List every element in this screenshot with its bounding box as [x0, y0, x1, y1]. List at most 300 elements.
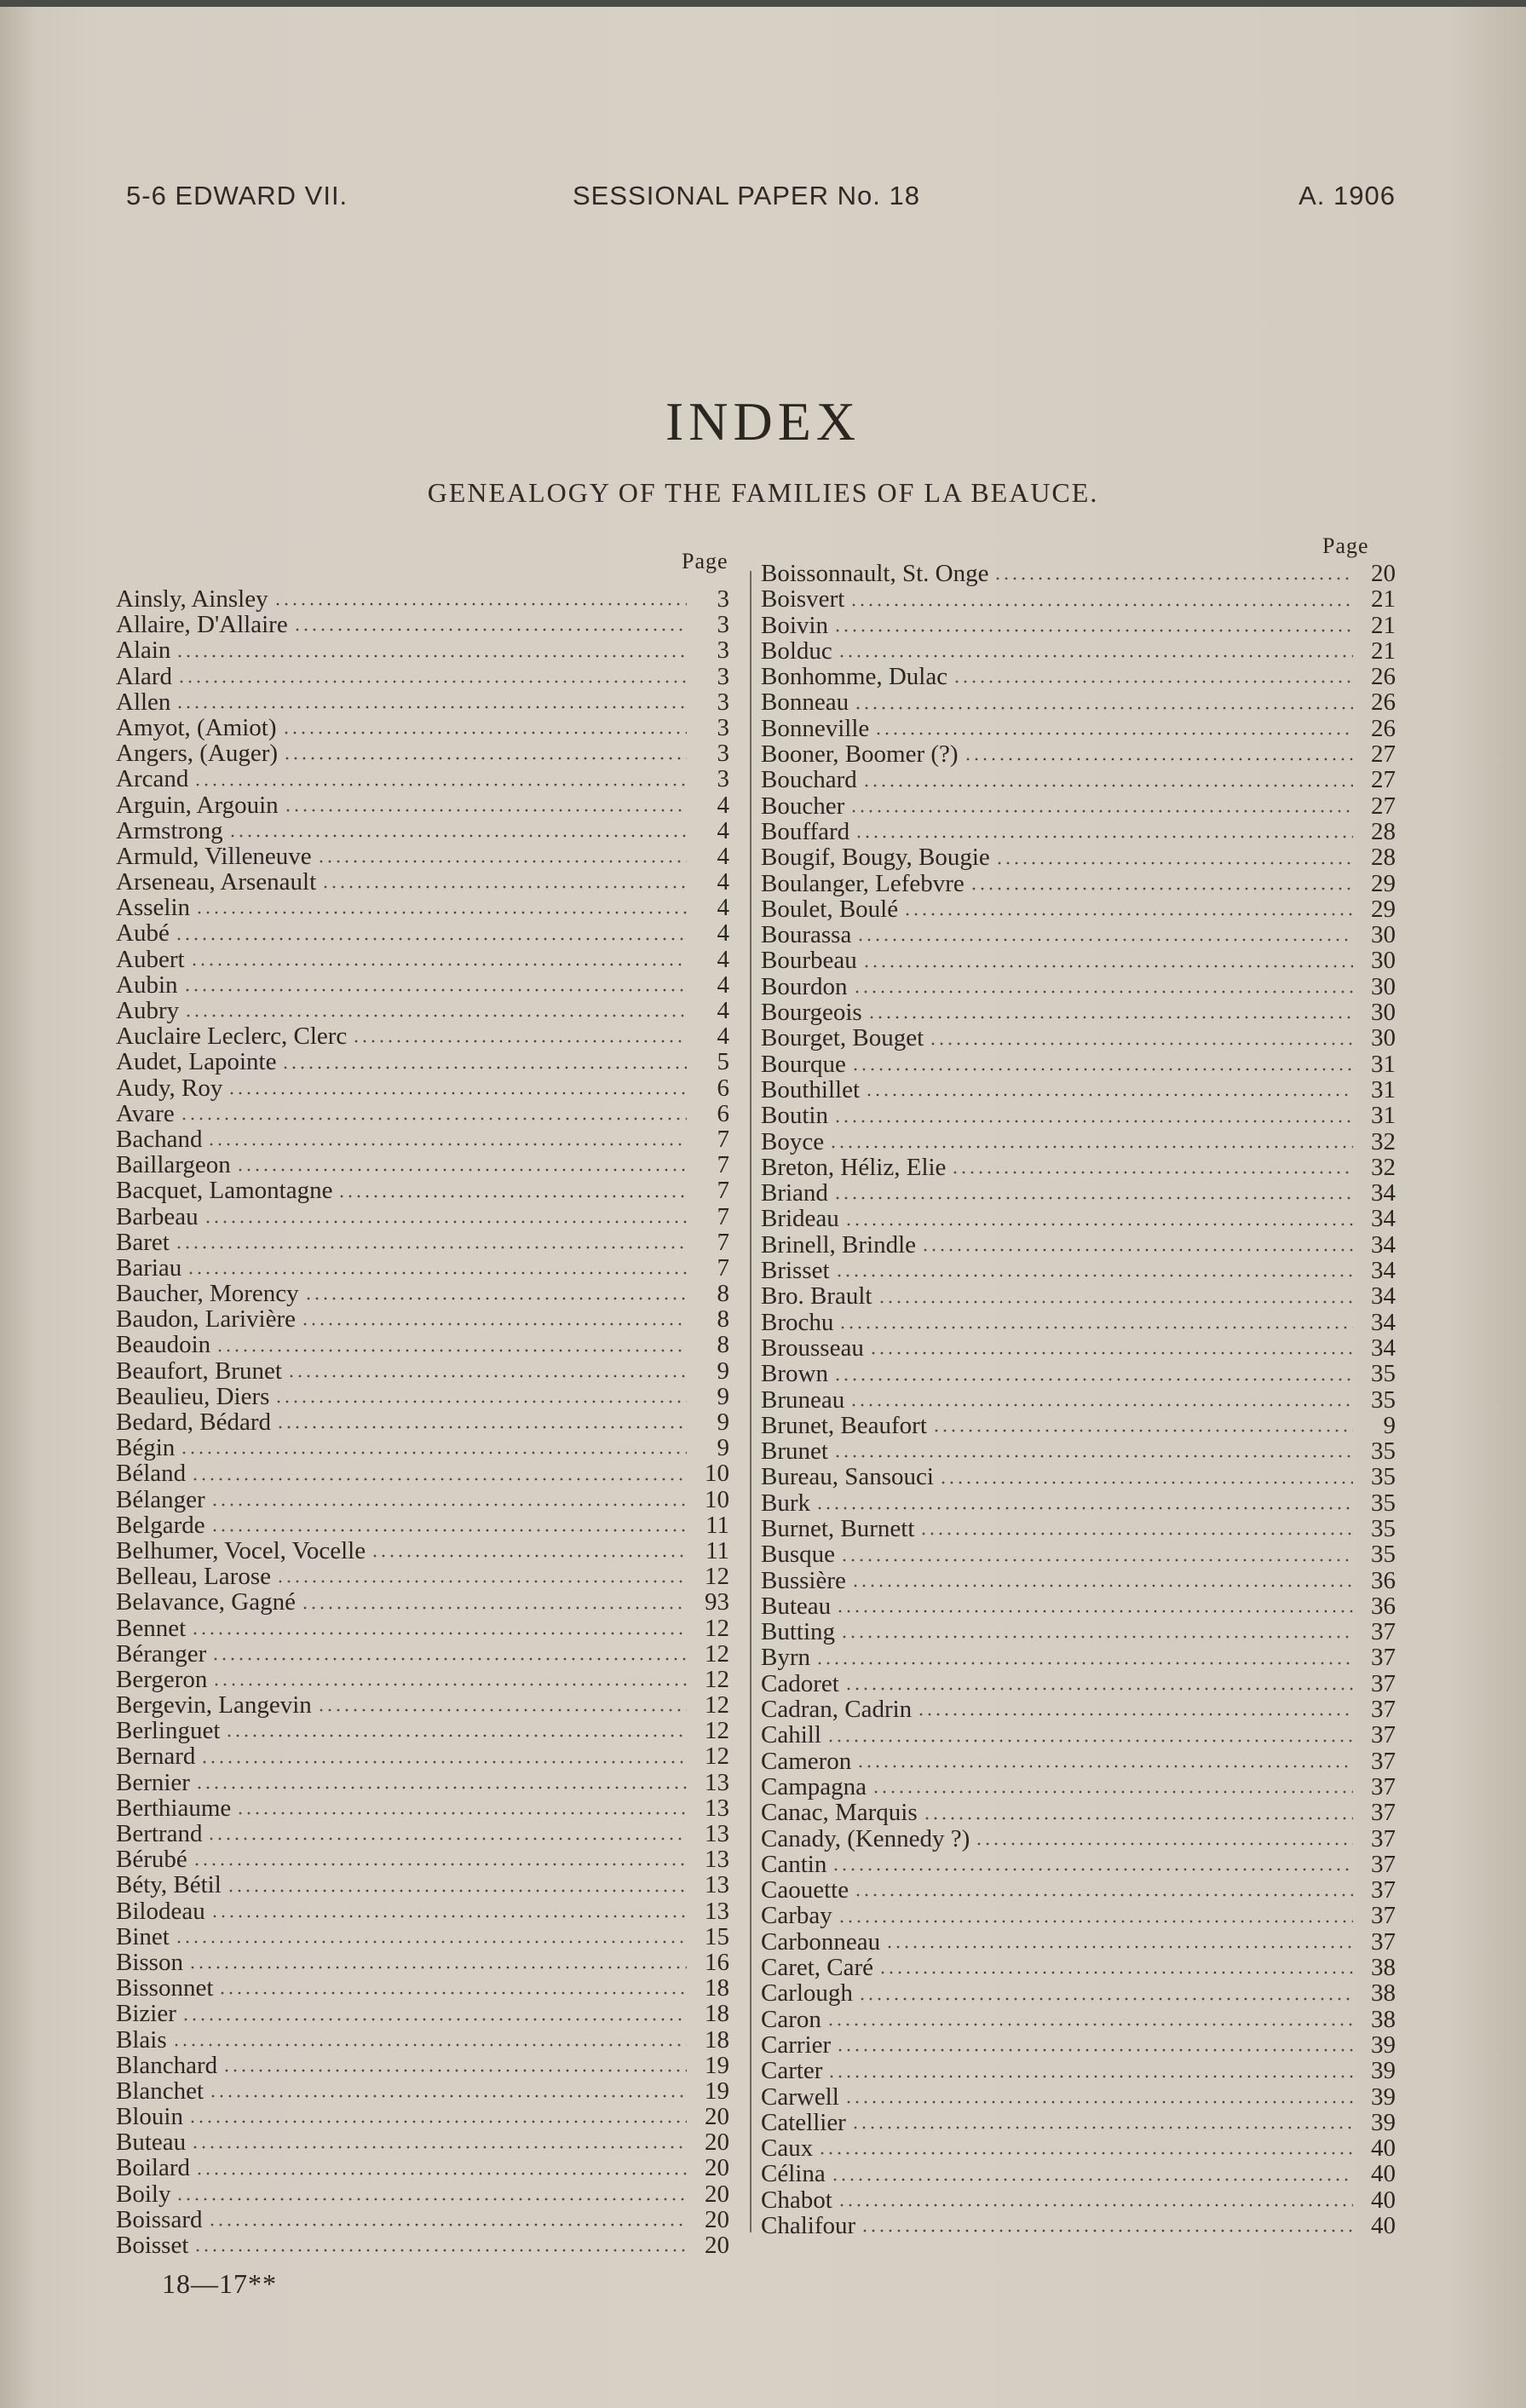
entry-name: Cameron: [761, 1747, 852, 1775]
entry-page-number: 37: [1371, 1799, 1396, 1827]
entry-name: Béty, Bétil: [116, 1871, 222, 1899]
entry-name: Boyce: [761, 1127, 825, 1155]
index-entry: [116, 947, 729, 972]
index-entry: [761, 638, 1396, 664]
entry-name: Berthiaume: [116, 1794, 232, 1822]
index-entry: [761, 2084, 1396, 2110]
entry-page-number: 4: [717, 868, 729, 896]
entry-name: Belgarde: [116, 1511, 205, 1539]
dot-leader: [210, 1529, 687, 1532]
entry-name: Bourdon: [761, 972, 848, 1000]
entry-name: Catellier: [761, 2108, 846, 2136]
entry-page-number: 4: [717, 971, 729, 999]
index-entry: [116, 1692, 729, 1718]
entry-page-number: 3: [717, 585, 729, 613]
entry-name: Brochu: [761, 1308, 834, 1336]
dot-leader: [200, 1760, 687, 1764]
entry-name: Caux: [761, 2134, 814, 2163]
entry-page-number: 35: [1371, 1463, 1396, 1491]
index-left-column: [116, 586, 729, 2258]
entry-name: Bilodeau: [116, 1897, 205, 1925]
dot-leader: [208, 2223, 688, 2227]
entry-page-number: 37: [1371, 1644, 1396, 1672]
dot-leader: [176, 706, 687, 709]
entry-page-number: 40: [1371, 2186, 1396, 2214]
entry-page-number: 39: [1371, 2057, 1396, 2085]
index-entry: [761, 1155, 1396, 1180]
entry-name: Auclaire Leclerc, Clerc: [116, 1023, 348, 1051]
index-entry: [116, 1512, 729, 1538]
index-entry: [761, 1232, 1396, 1258]
entry-name: Burk: [761, 1489, 810, 1517]
dot-leader: [995, 861, 1353, 865]
entry-page-number: 20: [705, 2180, 729, 2208]
index-entry: [116, 1178, 729, 1203]
dot-leader: [321, 885, 687, 889]
dot-leader: [236, 1812, 687, 1815]
index-entry: [116, 1409, 729, 1435]
index-entry: [116, 1255, 729, 1281]
index-entry: [116, 664, 729, 689]
dot-leader: [951, 1171, 1353, 1174]
dot-leader: [225, 1734, 687, 1737]
entry-page-number: 7: [717, 1228, 729, 1256]
entry-page-number: 35: [1371, 1489, 1396, 1517]
entry-page-number: 38: [1371, 1954, 1396, 1982]
dot-leader: [835, 1274, 1353, 1277]
entry-page-number: 11: [705, 1511, 729, 1539]
index-entry: [116, 792, 729, 818]
entry-name: Bernier: [116, 1768, 190, 1796]
dot-leader: [175, 1246, 687, 1249]
index-entry: [761, 1490, 1396, 1516]
entry-page-number: 7: [717, 1177, 729, 1205]
dot-leader: [826, 2023, 1353, 2026]
dot-leader: [849, 1403, 1353, 1407]
entry-page-number: 37: [1371, 1902, 1396, 1930]
entry-page-number: 37: [1371, 1927, 1396, 1956]
index-entry: [116, 740, 729, 766]
entry-page-number: 4: [717, 816, 729, 844]
index-entry: [761, 561, 1396, 586]
entry-name: Boisvert: [761, 585, 845, 614]
index-entry: [116, 818, 729, 844]
entry-page-number: 35: [1371, 1514, 1396, 1542]
entry-page-number: 19: [705, 2077, 729, 2105]
entry-page-number: 13: [705, 1794, 729, 1822]
entry-page-number: 37: [1371, 1618, 1396, 1646]
index-entry: [116, 612, 729, 637]
index-entry: [116, 1049, 729, 1074]
entry-page-number: 3: [717, 713, 729, 741]
entry-name: Bertrand: [116, 1820, 203, 1847]
entry-name: Brunet, Beaufort: [761, 1411, 927, 1439]
entry-name: Arcand: [116, 765, 189, 793]
index-entry: [761, 1335, 1396, 1361]
entry-name: Cantin: [761, 1850, 827, 1878]
index-entry: [761, 2032, 1396, 2058]
index-entry: [116, 1975, 729, 2001]
dot-leader: [975, 1842, 1353, 1846]
entry-name: Cadran, Cadrin: [761, 1696, 913, 1724]
entry-name: Butting: [761, 1618, 836, 1646]
entry-name: Béland: [116, 1460, 187, 1488]
index-entry: [116, 2027, 729, 2053]
dot-leader: [836, 1610, 1353, 1613]
column-divider: [750, 571, 751, 2232]
entry-name: Bro. Brault: [761, 1282, 872, 1311]
entry-page-number: 27: [1371, 740, 1396, 769]
entry-page-number: 36: [1371, 1592, 1396, 1620]
entry-name: Chabot: [761, 2186, 832, 2214]
index-entry: [761, 1541, 1396, 1567]
entry-page-number: 39: [1371, 2083, 1396, 2111]
entry-name: Belhumer, Vocel, Vocelle: [116, 1536, 366, 1564]
entry-page-number: 9: [717, 1434, 729, 1462]
entry-name: Bonneville: [761, 714, 870, 742]
index-entry: [761, 1103, 1396, 1128]
index-entry: [116, 920, 729, 946]
entry-name: Barbeau: [116, 1202, 199, 1230]
dot-leader: [838, 2203, 1353, 2207]
index-entry: [761, 1438, 1396, 1464]
entry-page-number: 37: [1371, 1747, 1396, 1775]
entry-name: Célina: [761, 2160, 826, 2188]
entry-page-number: 12: [705, 1614, 729, 1642]
entry-name: Bureau, Sansouci: [761, 1463, 934, 1491]
index-entry: [761, 819, 1396, 844]
entry-page-number: 30: [1371, 999, 1396, 1027]
entry-page-number: 21: [1371, 585, 1396, 614]
entry-page-number: 34: [1371, 1179, 1396, 1207]
entry-page-number: 12: [705, 1665, 729, 1693]
entry-page-number: 32: [1371, 1127, 1396, 1155]
entry-name: Bonneau: [761, 688, 849, 717]
entry-name: Boulet, Boulé: [761, 895, 899, 923]
entry-page-number: 18: [705, 2000, 729, 2028]
entry-name: Burnet, Burnett: [761, 1514, 915, 1542]
entry-name: Baret: [116, 1228, 170, 1256]
dot-leader: [854, 1893, 1353, 1897]
dot-leader: [874, 732, 1353, 735]
entry-page-number: 37: [1371, 1850, 1396, 1878]
entry-name: Blanchard: [116, 2051, 218, 2079]
index-entry: [116, 1487, 729, 1512]
index-entry: [116, 1846, 729, 1872]
dot-leader: [862, 965, 1353, 968]
entry-page-number: 34: [1371, 1205, 1396, 1233]
entry-name: Bouffard: [761, 817, 850, 845]
index-entry: [116, 2155, 729, 2180]
dot-leader: [818, 2152, 1353, 2155]
entry-name: Caret, Caré: [761, 1954, 874, 1982]
dot-leader: [337, 1195, 687, 1198]
entry-page-number: 30: [1371, 947, 1396, 975]
entry-name: Amyot, (Amiot): [116, 713, 277, 741]
entry-page-number: 9: [717, 1357, 729, 1385]
dot-leader: [227, 1889, 687, 1892]
index-entry: [116, 2104, 729, 2129]
index-entry: [116, 715, 729, 740]
dot-leader: [840, 1635, 1353, 1639]
dot-leader: [832, 1868, 1353, 1871]
index-entry: [116, 1152, 729, 1178]
index-entry: [116, 1281, 729, 1306]
entry-name: Brunet: [761, 1437, 828, 1466]
index-entry: [761, 1748, 1396, 1774]
entry-page-number: 10: [705, 1485, 729, 1513]
dot-leader: [222, 2069, 687, 2072]
entry-page-number: 27: [1371, 766, 1396, 794]
dot-leader: [833, 1455, 1353, 1458]
entry-name: Baillargeon: [116, 1151, 231, 1179]
entry-page-number: 8: [717, 1305, 729, 1334]
entry-name: Boily: [116, 2180, 171, 2208]
entry-name: Boisset: [116, 2232, 189, 2259]
entry-name: Bizier: [116, 2000, 176, 2028]
index-entry: [116, 1795, 729, 1821]
entry-page-number: 3: [717, 662, 729, 690]
entry-name: Aubin: [116, 971, 178, 999]
index-entry: [116, 1384, 729, 1409]
dot-leader: [855, 835, 1353, 838]
entry-name: Carrier: [761, 2031, 832, 2059]
entry-name: Bussière: [761, 1566, 846, 1594]
index-entry: [761, 716, 1396, 741]
entry-page-number: 39: [1371, 2108, 1396, 2136]
dot-leader: [885, 1945, 1353, 1949]
dot-leader: [216, 1349, 687, 1352]
entry-name: Bergeron: [116, 1665, 208, 1693]
entry-page-number: 26: [1371, 663, 1396, 691]
header-regnal-year: 5-6 EDWARD VII.: [126, 181, 348, 210]
entry-name: Aubé: [116, 919, 170, 948]
entry-name: Bariau: [116, 1253, 182, 1282]
dot-leader: [187, 1271, 687, 1275]
entry-page-number: 21: [1371, 611, 1396, 639]
index-entry: [761, 741, 1396, 767]
index-entry: [116, 1667, 729, 1692]
entry-page-number: 21: [1371, 637, 1396, 665]
entry-page-number: 93: [705, 1588, 729, 1616]
index-entry: [761, 2161, 1396, 2186]
entry-name: Carbonneau: [761, 1927, 881, 1956]
entry-page-number: 39: [1371, 2031, 1396, 2059]
entry-page-number: 7: [717, 1151, 729, 1179]
index-entry: [116, 637, 729, 663]
index-entry: [116, 2181, 729, 2207]
dot-leader: [282, 731, 688, 734]
dot-leader: [183, 988, 688, 992]
dot-leader: [207, 1837, 687, 1841]
index-entry: [761, 1903, 1396, 1928]
index-entry: [761, 1671, 1396, 1697]
index-entry: [761, 1852, 1396, 1877]
entry-name: Buteau: [761, 1592, 832, 1620]
index-entry: [761, 1025, 1396, 1051]
page-title: INDEX: [665, 391, 861, 452]
index-entry: [116, 1821, 729, 1846]
entry-page-number: 8: [717, 1331, 729, 1359]
entry-name: Bélanger: [116, 1485, 205, 1513]
entry-page-number: 5: [717, 1048, 729, 1076]
dot-leader: [293, 628, 687, 631]
entry-page-number: 6: [717, 1074, 729, 1102]
dot-leader: [838, 1920, 1353, 1923]
entry-page-number: 3: [717, 740, 729, 768]
index-entry: [116, 1230, 729, 1255]
index-entry: [761, 1955, 1396, 1980]
entry-page-number: 7: [717, 1202, 729, 1230]
entry-name: Bergevin, Langevin: [116, 1691, 312, 1720]
entry-page-number: 37: [1371, 1669, 1396, 1697]
index-entry: [761, 1826, 1396, 1852]
entry-name: Bourgeois: [761, 999, 862, 1027]
index-entry: [761, 1619, 1396, 1645]
entry-page-number: 35: [1371, 1385, 1396, 1414]
entry-page-number: 20: [705, 2129, 729, 2157]
left-page-column-header: Page: [682, 549, 728, 573]
entry-name: Boissonnault, St. Onge: [761, 560, 989, 587]
entry-name: Baudon, Larivière: [116, 1305, 296, 1334]
dot-leader: [867, 1016, 1353, 1019]
entry-page-number: 40: [1371, 2212, 1396, 2239]
dot-leader: [815, 1506, 1353, 1510]
entry-page-number: 18: [705, 2025, 729, 2054]
dot-leader: [228, 834, 687, 838]
dot-leader: [177, 680, 687, 683]
entry-name: Briand: [761, 1179, 828, 1207]
index-entry: [116, 1204, 729, 1230]
entry-name: Baucher, Morency: [116, 1280, 299, 1308]
index-entry: [116, 1718, 729, 1743]
index-entry: [116, 1564, 729, 1589]
index-entry: [761, 1258, 1396, 1283]
entry-page-number: 26: [1371, 688, 1396, 717]
entry-page-number: 37: [1371, 1696, 1396, 1724]
dot-leader: [939, 1481, 1353, 1484]
scan-edge: [0, 0, 1526, 7]
dot-leader: [815, 1662, 1353, 1665]
index-entry: [761, 999, 1396, 1025]
dot-leader: [858, 1997, 1353, 2001]
entry-page-number: 27: [1371, 792, 1396, 820]
dot-leader: [829, 1145, 1353, 1149]
entry-page-number: 16: [705, 1948, 729, 1976]
entry-name: Alain: [116, 637, 171, 665]
entry-page-number: 37: [1371, 1876, 1396, 1904]
dot-leader: [191, 1632, 687, 1635]
index-entry: [761, 1800, 1396, 1825]
dot-leader: [851, 2126, 1353, 2129]
entry-page-number: 11: [705, 1536, 729, 1564]
entry-page-number: 31: [1371, 1102, 1396, 1130]
dot-leader: [190, 963, 687, 966]
entry-page-number: 34: [1371, 1282, 1396, 1311]
entry-name: Bourassa: [761, 921, 852, 949]
index-entry: [116, 2232, 729, 2258]
entry-name: Armstrong: [116, 816, 223, 844]
dot-leader: [212, 1683, 687, 1686]
entry-page-number: 4: [717, 945, 729, 973]
dot-leader: [851, 1068, 1353, 1071]
entry-page-number: 40: [1371, 2160, 1396, 2188]
dot-leader: [301, 1322, 687, 1326]
entry-page-number: 13: [705, 1897, 729, 1925]
dot-leader: [274, 1400, 687, 1403]
entry-name: Caouette: [761, 1876, 849, 1904]
index-entry: [761, 1774, 1396, 1800]
dot-leader: [317, 1708, 687, 1712]
dot-leader: [188, 2120, 687, 2123]
entry-page-number: 30: [1371, 972, 1396, 1000]
dot-leader: [180, 1117, 687, 1120]
entry-page-number: 4: [717, 842, 729, 870]
entry-name: Boutin: [761, 1102, 828, 1130]
dot-leader: [317, 860, 687, 863]
dot-leader: [204, 1220, 687, 1224]
entry-name: Bissonnet: [116, 1974, 214, 2002]
entry-name: Cahill: [761, 1721, 821, 1749]
entry-name: Bouchard: [761, 766, 857, 794]
entry-page-number: 35: [1371, 1360, 1396, 1388]
entry-name: Busque: [761, 1541, 835, 1569]
index-entry: [116, 1101, 729, 1126]
entry-name: Bisson: [116, 1948, 183, 1976]
entry-name: Byrn: [761, 1644, 810, 1672]
entry-name: Bernard: [116, 1743, 196, 1771]
dot-leader: [236, 1168, 687, 1172]
dot-leader: [851, 1584, 1353, 1587]
index-entry: [116, 1589, 729, 1615]
entry-page-number: 28: [1371, 844, 1396, 872]
index-entry: [761, 1516, 1396, 1541]
entry-page-number: 37: [1371, 1772, 1396, 1800]
entry-page-number: 12: [705, 1639, 729, 1668]
dot-leader: [304, 1297, 687, 1300]
dot-leader: [191, 1478, 687, 1481]
index-entry: [761, 974, 1396, 999]
index-entry: [761, 1413, 1396, 1438]
entry-name: Beaulieu, Diers: [116, 1382, 270, 1410]
entry-page-number: 15: [705, 1922, 729, 1950]
entry-name: Campagna: [761, 1772, 867, 1800]
dot-leader: [371, 1554, 687, 1558]
index-entry: [761, 922, 1396, 948]
entry-name: Belleau, Larose: [116, 1563, 271, 1591]
index-entry: [116, 895, 729, 920]
index-entry: [761, 793, 1396, 819]
entry-name: Allaire, D'Allaire: [116, 611, 288, 639]
index-entry: [116, 1770, 729, 1795]
entry-name: Carbay: [761, 1902, 832, 1930]
index-entry: [761, 1645, 1396, 1670]
index-entry: [116, 586, 729, 612]
index-entry: [761, 1877, 1396, 1903]
index-entry: [761, 586, 1396, 612]
entry-name: Audet, Lapointe: [116, 1048, 277, 1076]
entry-name: Binet: [116, 1922, 170, 1950]
dot-leader: [218, 1991, 687, 1995]
entry-page-number: 38: [1371, 2005, 1396, 2033]
dot-leader: [838, 1326, 1353, 1329]
index-entry: [761, 1722, 1396, 1748]
index-entry: [761, 767, 1396, 792]
dot-leader: [844, 2100, 1353, 2104]
dot-leader: [970, 887, 1353, 890]
index-entry: [761, 2135, 1396, 2161]
entry-name: Arseneau, Arsenault: [116, 868, 317, 896]
